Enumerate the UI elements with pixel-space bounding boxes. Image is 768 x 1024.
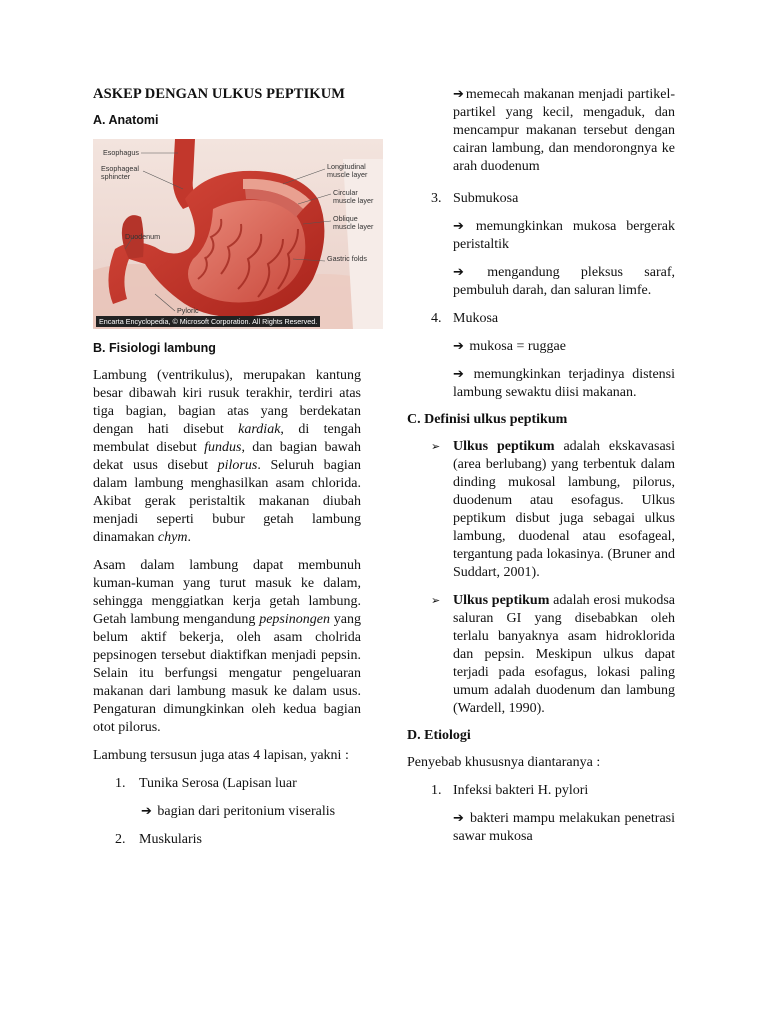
layer-label: Mukosa <box>453 311 499 326</box>
label-oblique: Oblique muscle layer <box>333 214 374 231</box>
arrow-icon: ➔ <box>453 87 464 102</box>
left-column <box>93 86 374 859</box>
arrow-icon: ➔ <box>453 811 464 826</box>
label-esophageal-sphincter: Esophageal sphincter <box>101 164 139 181</box>
label-circular: Circular muscle layer <box>333 188 374 205</box>
stomach-anatomy-figure <box>93 139 383 329</box>
right-column <box>407 86 675 856</box>
definition-term: Ulkus peptikum <box>453 593 550 608</box>
physiology-paragraph-3: Lambung tersusun juga atas 4 lapisan, yakni : <box>93 748 349 763</box>
arrow-icon: ➔ <box>141 804 152 819</box>
physiology-paragraph-2: Asam dalam lambung dapat membunuh kuman-kuman yang turut masuk ke dalam, sehingga menggiatkan kerja getah lambung. Getah lambung mengandung pepsinongen yang belum aktif bekerja, oleh asam cholrida pepsinogen tersebut diaktifkan menjadi pepsin. Selain itu berfungsi mengatur pengeluaran makanan dari lambung masuk ke dalam usus. Pengaturan dimungkinkan oleh kedua bagian otot pilorus. <box>93 558 361 735</box>
definition-heading: C. Definisi ulkus peptikum <box>407 412 568 427</box>
term-pilorus: pilorus <box>217 458 258 473</box>
term-chym: chym <box>157 530 188 545</box>
layer-3-arrow-text-1: ➔ memungkinkan mukosa bergerak peristaltik <box>453 219 675 252</box>
layer-label: Submukosa <box>453 191 519 206</box>
label-gastric-folds: Gastric folds <box>327 254 367 263</box>
bullet-icon: ➢ <box>431 440 441 453</box>
label-longitudinal: Longitudinal muscle layer <box>327 162 368 179</box>
etiology-heading: D. Etiologi <box>407 728 471 743</box>
anatomy-heading: A. Anatomi <box>93 113 159 127</box>
layer-item-1: 1. Tunika Serosa (Lapisan luar <box>115 776 297 791</box>
arrow-icon: ➔ <box>453 339 464 354</box>
definition-item-1: ➢ Ulkus peptikum adalah ekskavasasi (area berlubang) yang terbentuk dalam dinding mukosal lambung, pilorus, duodenum atau esofagus. Ulkus peptikum disbut juga sebagai ulkus lambung, duodenal atau esofageal, tergantung pada lokasinya. (Bruner and Suddart, 2001). <box>431 439 676 580</box>
bullet-icon: ➢ <box>431 594 441 607</box>
label-esophagus: Esophagus <box>103 148 139 157</box>
term-kardiak: kardiak <box>238 422 281 437</box>
layer-item-2: 2. Muskularis <box>115 832 202 847</box>
layer-1-arrow-text: ➔ bagian dari peritonium viseralis <box>141 804 336 819</box>
document-title: ASKEP DENGAN ULKUS PEPTIKUM <box>93 86 346 102</box>
arrow-icon: ➔ <box>453 367 464 382</box>
etiology-1-arrow-text: ➔ bakteri mampu melakukan penetrasi sawar mukosa <box>453 811 675 844</box>
term-fundus: fundus <box>204 440 242 455</box>
label-duodenum: Duodenum <box>125 232 161 241</box>
layer-4-arrow-text-2: ➔ memungkinkan terjadinya distensi lambung sewaktu diisi makanan. <box>453 367 675 400</box>
layer-4-arrow-text-1: ➔ mukosa = ruggae <box>453 339 566 354</box>
label-pyloric: Pyloric <box>177 306 199 315</box>
definition-term: Ulkus peptikum <box>453 439 555 454</box>
layer-3-arrow-text-2: ➔ mengandung pleksus saraf, pembuluh darah, dan saluran limfe. <box>453 265 675 298</box>
etiology-intro: Penyebab khususnya diantaranya : <box>407 755 601 770</box>
layer-item-4: 4. Mukosa <box>431 311 499 326</box>
arrow-icon: ➔ <box>453 265 464 280</box>
term-pepsinongen: pepsinongen <box>259 612 330 627</box>
etiology-item-1: 1. Infeksi bakteri H. pylori <box>431 783 589 798</box>
physiology-heading: B. Fisiologi lambung <box>93 341 216 355</box>
physiology-paragraph-1: Lambung (ventrikulus), merupakan kantung besar dibawah kiri rusuk terakhir, terdiri atas tiga bagian, bagian atas yang berdekatan dengan hati disebut kardiak, di tengah membulat disebut fundus, dan bagian bawah dekat usus disebut pilorus. Seluruh bagian dalam lambung menghasilkan asam chlorida. Akibat gerak peristaltik makanan diubah menjadi seperti bubur getah lambung dinamakan chym. <box>93 368 361 545</box>
layer-label: Muskularis <box>139 832 202 847</box>
definition-item-2: ➢ Ulkus peptikum adalah erosi mukodsa saluran GI yang disebabkan oleh terlalu banyaknya asam hidroklorida dan pepsin. Meskipun ulkus dapat terjadi pada esofagus, lokasi paling umum adalah duodenum dan lambung (Wardell, 1990). <box>431 593 676 716</box>
etiology-label: Infeksi bakteri H. pylori <box>453 783 589 798</box>
figure-caption: Encarta Encyclopedia, © Microsoft Corporation. All Rights Reserved. <box>96 316 320 327</box>
layer-2-arrow-text: ➔ memecah makanan menjadi partikel-partikel yang kecil, mengaduk, dan mencampur makanan tersebut dengan cairan lambung, dan mendorongnya ke arah duodenum <box>453 87 675 174</box>
layer-label: Tunika Serosa (Lapisan luar <box>139 776 297 791</box>
arrow-icon: ➔ <box>453 219 464 234</box>
layer-item-3: 3. Submukosa <box>431 191 519 206</box>
